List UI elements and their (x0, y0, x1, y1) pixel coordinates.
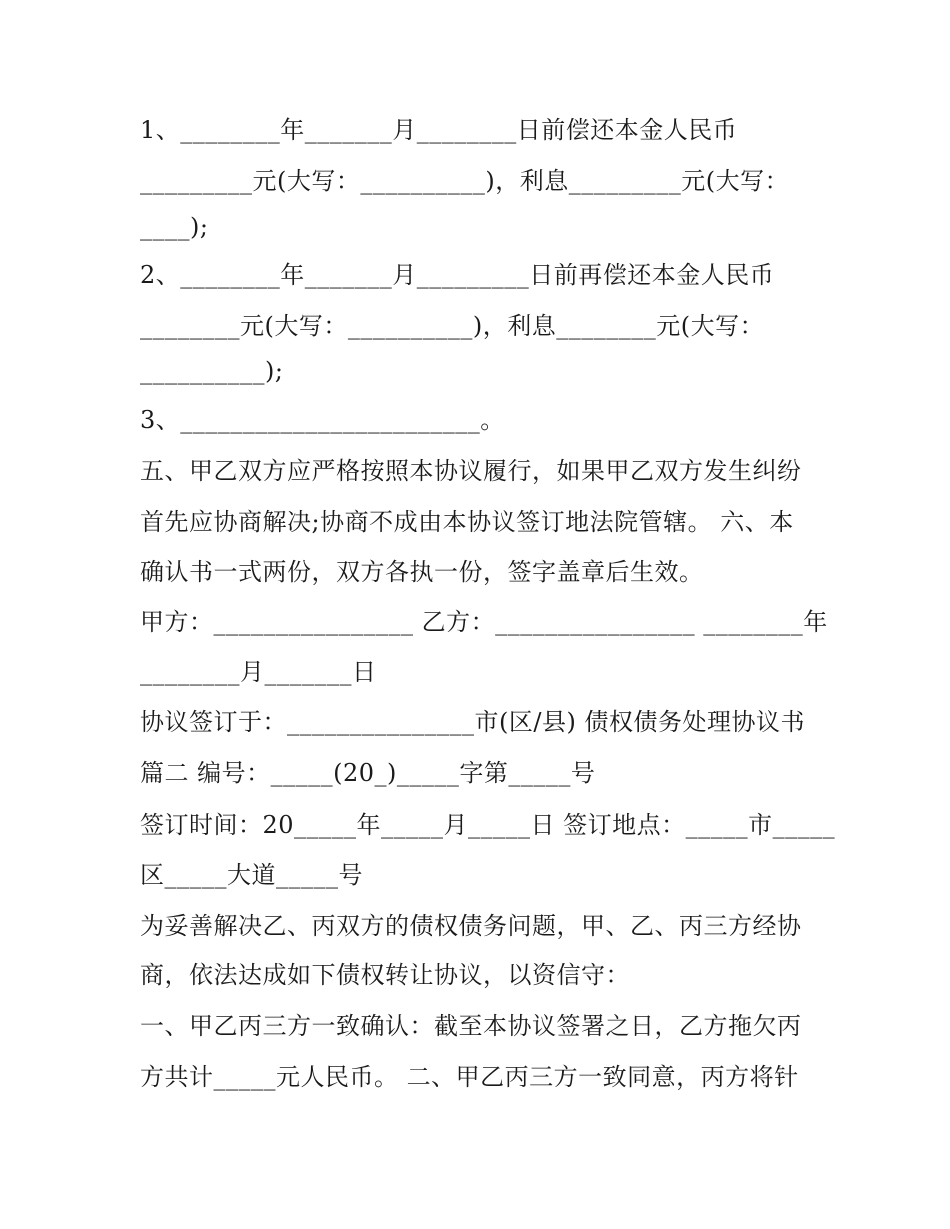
text-line: 3、________________________。 (140, 406, 505, 434)
text-line: ________月_______日 (140, 658, 377, 686)
text-line: 首先应协商解决;协商不成由本协议签订地法院管辖。 六、本 (140, 508, 794, 536)
text-line: 甲方：________________ 乙方：________________ ________年 (140, 608, 828, 636)
text-line: 五、甲乙双方应严格按照本协议履行，如果甲乙双方发生纠纷 (140, 457, 802, 485)
text-line: ____); (140, 213, 209, 241)
text-line: 方共计_____元人民币。 二、甲乙丙三方一致同意，丙方将针 (140, 1063, 799, 1091)
text-line: 商，依法达成如下债权转让协议，以资信守： (140, 961, 630, 989)
text-line: 一、甲乙丙三方一致确认：截至本协议签署之日，乙方拖欠丙 (140, 1012, 802, 1040)
text-line: __________); (140, 357, 284, 385)
text-line: 2、________年_______月_________日前再偿还本金人民币 (140, 261, 775, 289)
text-line: 签订时间：20_____年_____月_____日 签订地点：_____市_____ (140, 811, 836, 839)
text-line: 篇二 编号：_____(20_)_____字第_____号 (140, 759, 596, 787)
text-line: _________元(大写：__________)，利息_________元(大写： (140, 167, 790, 195)
text-line: 区_____大道_____号 (140, 861, 363, 889)
text-line: ________元(大写：__________)，利息________元(大写： (140, 312, 765, 340)
text-line: 协议签订于：_______________市(区/县) 债权债务处理协议书 (140, 708, 805, 736)
text-line: 1、________年_______月________日前偿还本金人民币 (140, 116, 738, 144)
text-line: 确认书一式两份，双方各执一份，签字盖章后生效。 (140, 558, 704, 586)
text-line: 为妥善解决乙、丙双方的债权债务问题，甲、乙、丙三方经协 (140, 912, 802, 940)
